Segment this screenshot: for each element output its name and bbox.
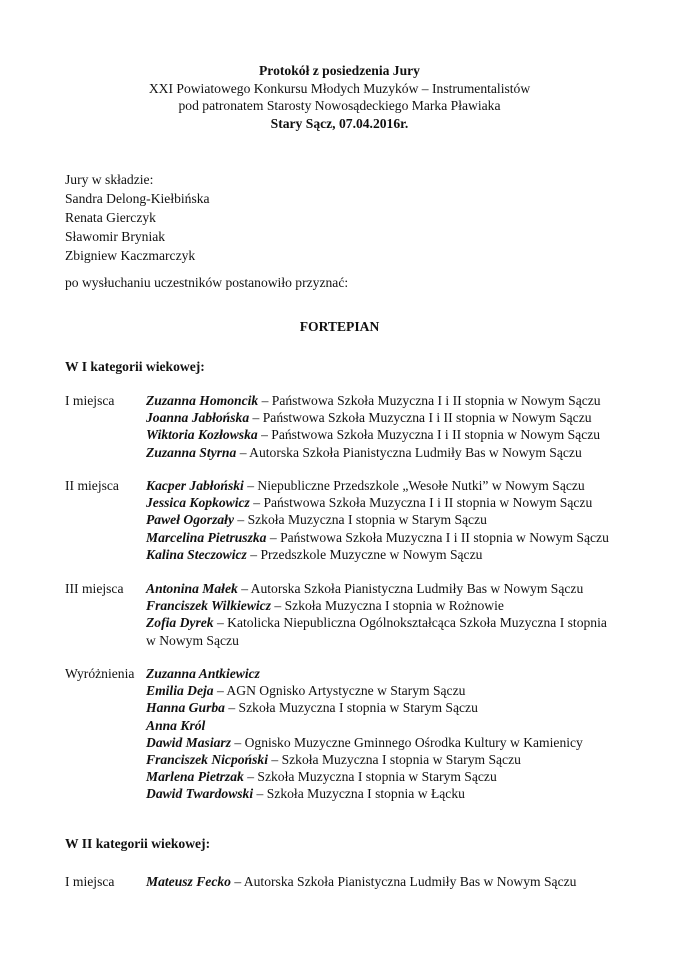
laureate-entry: [146, 546, 671, 563]
laureate-entry: [146, 751, 671, 768]
laureate-entry: [146, 494, 671, 511]
laureate-name: Zuzanna Antkiewicz: [146, 666, 260, 681]
laureate-entry: [146, 392, 671, 409]
laureate-name: Mateusz Fecko: [146, 874, 231, 889]
laureate-entry: [146, 614, 671, 631]
laureate-entry: [146, 580, 671, 597]
laureate-name: Zuzanna Homoncik: [146, 393, 259, 408]
category-heading: W I kategorii wiekowej:: [65, 359, 205, 374]
laureate-entry: [146, 734, 671, 751]
laureate-name: Kalina Steczowicz: [146, 546, 247, 562]
laureate-name: Wiktoria Kozłowska: [146, 427, 258, 443]
place-date: Stary Sącz, 07.04.2016r.: [270, 115, 409, 131]
laureate-school: – Państwowa Szkoła Muzyczna I i II stopnia w Nowym Sączu: [258, 393, 601, 408]
laureate-name: Franciszek Wilkiewicz: [146, 598, 271, 614]
laureate-school: – Szkoła Muzyczna I stopnia w Łącku: [253, 786, 465, 802]
laureate-entry: [146, 785, 671, 802]
category-heading: W II kategorii wiekowej:: [65, 836, 211, 851]
laureate-school: – Autorska Szkoła Pianistyczna Ludmiły Bas w Nowym Sączu: [237, 581, 584, 596]
laureate-name: Hanna Gurba: [146, 700, 225, 716]
jury-member: Zbigniew Kaczmarczyk: [65, 248, 196, 263]
laureate-name: Dawid Masiarz: [146, 734, 231, 750]
laureate-school: – Państwowa Szkoła Muzyczna I i II stopnia w Nowym Sączu: [249, 495, 593, 511]
laureate-name: Zuzanna Styrna: [146, 444, 237, 460]
laureate-school: – Państwowa Szkoła Muzyczna I i II stopnia w Nowym Sączu: [266, 529, 609, 545]
laureate-entry: [146, 597, 671, 614]
laureate-school: – Przedszkole Muzyczne w Nowym Sączu: [246, 546, 483, 562]
laureate-name: Marcelina Pietruszka: [146, 529, 267, 545]
award-label: III miejsca: [65, 581, 124, 596]
laureate-name: Franciszek Nicpoński: [146, 752, 268, 768]
laureate-school: – Szkoła Muzyczna I stopnia w Rożnowie: [271, 598, 504, 614]
laureate-entry: [146, 426, 671, 443]
laureate-school: – Ognisko Muzyczne Gminnego Ośrodka Kultury w Kamienicy: [230, 734, 583, 750]
jury-block: [65, 170, 210, 265]
laureate-name: Jessica Kopkowicz: [146, 495, 250, 511]
laureate-name: Antonina Małek: [146, 581, 238, 596]
laureate-entry: [146, 409, 671, 426]
laureate-school: – Szkoła Muzyczna I stopnia w Starym Sączu: [224, 700, 478, 716]
jury-intro: Jury w składzie:: [65, 172, 154, 187]
laureate-school: – Katolicka Niepubliczna Ogólnokształcąca Szkoła Muzyczna I stopnia: [213, 615, 607, 631]
laureate-school: – AGN Ognisko Artystyczne w Starym Sączu: [213, 683, 466, 699]
laureate-school: – Niepubliczne Przedszkole „Wesołe Nutki” w Nowym Sączu: [243, 478, 585, 493]
laureate-school: – Autorska Szkoła Pianistyczna Ludmiły Bas w Nowym Sączu: [230, 874, 577, 889]
award-label: I miejsca: [65, 393, 115, 408]
laureate-name: Joanna Jabłońska: [146, 410, 250, 426]
laureate-entry: [146, 477, 671, 494]
laureate-name: Anna Król: [146, 717, 206, 733]
laureate-name: Dawid Twardowski: [146, 786, 254, 802]
jury-member: Sandra Delong-Kiełbińska: [65, 191, 210, 206]
protocol-title: Protokół z posiedzenia Jury: [259, 63, 420, 78]
laureate-school: – Szkoła Muzyczna I stopnia w Starym Sączu: [233, 512, 487, 528]
laureate-entry: [146, 529, 671, 546]
laureate-school: – Szkoła Muzyczna I stopnia w Starym Sączu: [267, 752, 521, 768]
contest-name: XXI Powiatowego Konkursu Młodych Muzyków – Instrumentalistów: [148, 80, 531, 96]
patronage-line: pod patronatem Starosty Nowosądeckiego Marka Pławiaka: [178, 98, 501, 113]
laureate-school: – Państwowa Szkoła Muzyczna I i II stopnia w Nowym Sączu: [257, 427, 601, 443]
award-label: Wyróżnienia: [65, 666, 135, 681]
protocol-header: [0, 62, 679, 132]
award-label: II miejsca: [65, 478, 119, 493]
jury-member: Sławomir Bryniak: [65, 229, 166, 244]
laureate-entry: [146, 682, 671, 699]
laureate-school-continuation: w Nowym Sączu: [146, 632, 239, 648]
laureate-entry: [146, 768, 671, 785]
laureate-entry: [146, 665, 671, 682]
laureate-name: Emilia Deja: [146, 683, 214, 699]
laureate-school: – Autorska Szkoła Pianistyczna Ludmiły Bas w Nowym Sączu: [236, 444, 582, 460]
laureate-name: Zofia Dyrek: [146, 615, 214, 631]
laureate-name: Marlena Pietrzak: [146, 769, 244, 785]
laureate-entry: [146, 511, 671, 528]
laureate-entry: [146, 444, 671, 461]
laureate-name: Kacper Jabłoński: [146, 478, 244, 493]
laureate-school: – Szkoła Muzyczna I stopnia w Starym Sączu: [243, 769, 497, 785]
laureate-name: Paweł Ogorzały: [146, 512, 234, 528]
laureate-entry: [146, 873, 671, 890]
laureate-entry: [146, 717, 671, 734]
award-label: I miejsca: [65, 874, 115, 889]
laureate-school: – Państwowa Szkoła Muzyczna I i II stopnia w Nowym Sączu: [249, 410, 592, 426]
section-title: FORTEPIAN: [299, 319, 380, 334]
laureate-entry: [146, 699, 671, 716]
jury-member: Renata Gierczyk: [65, 210, 156, 225]
decision-text: po wysłuchaniu uczestników postanowiło przyznać:: [65, 275, 349, 290]
